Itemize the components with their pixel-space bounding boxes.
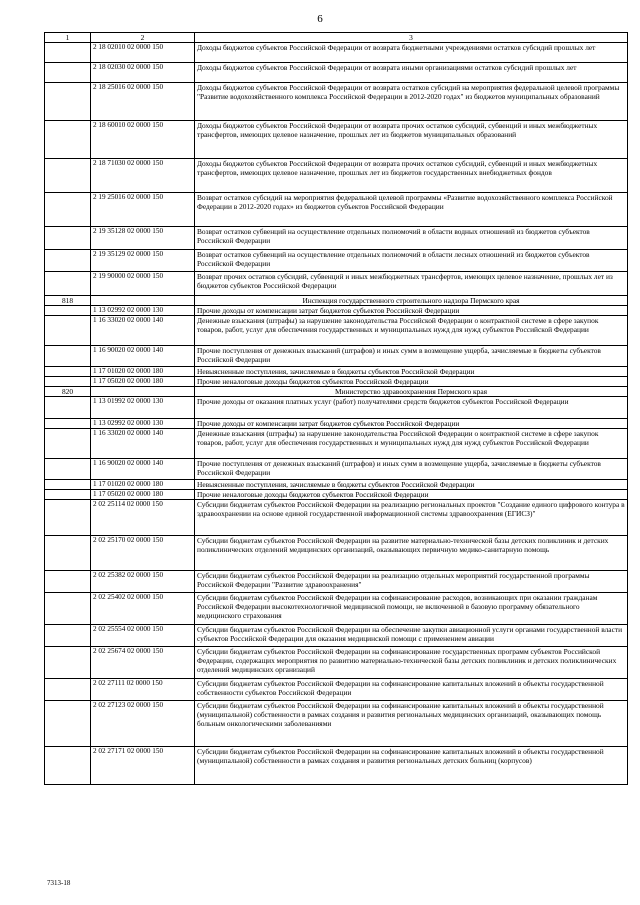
table-row (45, 429, 628, 459)
revenue-description-cell: Невыясненные поступления, зачисляемые в бюджеты субъектов Российской Федерации (195, 367, 628, 377)
table-row (45, 536, 628, 571)
revenue-codes-table-container (44, 32, 627, 785)
table-row (45, 679, 628, 701)
revenue-description-cell: Доходы бюджетов субъектов Российской Федерации от возврата прочих остатков субсидий, субвенций и иных межбюджетных трансфертов, имеющих целевое назначение, прошлых лет из бюджетов муниципальных образований (195, 121, 628, 159)
budget-code-cell: 1 16 90020 02 0000 140 (91, 346, 195, 367)
revenue-description-cell: Прочие доходы от оказания платных услуг (работ) получателями средств бюджетов субъектов Российской Федерации (195, 397, 628, 419)
budget-code-cell: 2 19 35129 02 0000 150 (91, 250, 195, 272)
admin-code-cell (45, 83, 91, 121)
revenue-description-cell: Субсидии бюджетам субъектов Российской Федерации на софинансирование капитальных вложений в объекты государственной (муниципальной) собственности в рамках создания и развития региональных детских больниц (корпусов) (195, 747, 628, 785)
budget-code-cell: 2 02 25554 02 0000 150 (91, 625, 195, 647)
budget-code-cell: 1 17 05020 02 0000 180 (91, 377, 195, 387)
admin-code-cell: 818 (45, 296, 91, 306)
budget-code-cell: 2 18 02030 02 0000 150 (91, 63, 195, 83)
table-row (45, 316, 628, 346)
budget-code-cell: 2 18 71030 02 0000 150 (91, 159, 195, 193)
table-row (45, 397, 628, 419)
admin-code-cell (45, 250, 91, 272)
table-row (45, 500, 628, 536)
admin-code-cell (45, 536, 91, 571)
admin-code-cell (45, 459, 91, 480)
revenue-description-cell: Прочие доходы от компенсации затрат бюджетов субъектов Российской Федерации (195, 306, 628, 316)
table-row (45, 193, 628, 227)
budget-code-cell: 1 17 01020 02 0000 180 (91, 367, 195, 377)
table-row (45, 83, 628, 121)
budget-code-cell (91, 296, 195, 306)
budget-code-cell: 1 16 33020 02 0000 140 (91, 316, 195, 346)
table-row (45, 367, 628, 377)
revenue-description-cell: Прочие поступления от денежных взысканий (штрафов) и иных сумм в возмещение ущерба, зачисляемые в бюджеты субъектов Российской Федерации (195, 346, 628, 367)
revenue-description-cell: Денежные взыскания (штрафы) за нарушение законодательства Российской Федерации о контрактной системе в сфере закупок товаров, работ, услуг для обеспечения государственных и муниципальных нужд для нужд субъектов Российской Федерации (195, 316, 628, 346)
admin-code-cell (45, 419, 91, 429)
table-row (45, 346, 628, 367)
admin-code-cell (45, 43, 91, 63)
table-row (45, 480, 628, 490)
table-row (45, 227, 628, 250)
admin-code-cell (45, 377, 91, 387)
budget-code-cell: 1 17 01020 02 0000 180 (91, 480, 195, 490)
revenue-description-cell: Прочие неналоговые доходы бюджетов субъектов Российской Федерации (195, 377, 628, 387)
administrator-name-cell: Инспекция государственного строительного надзора Пермского края (195, 296, 628, 306)
budget-code-cell: 2 02 25674 02 0000 150 (91, 647, 195, 679)
revenue-description-cell: Возврат остатков субвенций на осуществление отдельных полномочий в области водных отношений из бюджетов субъектов Российской Федерации (195, 227, 628, 250)
budget-code-cell: 2 02 25402 02 0000 150 (91, 593, 195, 625)
budget-code-cell: 2 02 25114 02 0000 150 (91, 500, 195, 536)
budget-code-cell: 2 02 27111 02 0000 150 (91, 679, 195, 701)
table-row (45, 121, 628, 159)
revenue-description-cell: Субсидии бюджетам субъектов Российской Федерации на развитие материально-технической базы детских поликлиник и детских поликлинических отделений медицинских организаций, оказывающих первичную медико-санитарную помощь (195, 536, 628, 571)
admin-code-cell (45, 397, 91, 419)
admin-code-cell (45, 679, 91, 701)
admin-code-cell (45, 490, 91, 500)
table-row (45, 593, 628, 625)
table-row (45, 747, 628, 785)
revenue-description-cell: Субсидии бюджетам субъектов Российской Федерации на реализацию региональных проектов "Создание единого цифрового контура в здравоохранении на основе единой государственной информационной системы здравоохранения (ЕГИСЗ)" (195, 500, 628, 536)
revenue-description-cell: Возврат остатков субвенций на осуществление отдельных полномочий в области лесных отношений из бюджетов субъектов Российской Федерации (195, 250, 628, 272)
table-row (45, 306, 628, 316)
admin-code-cell (45, 227, 91, 250)
admin-code-cell (45, 500, 91, 536)
revenue-description-cell: Возврат остатков субсидий на мероприятия федеральной целевой программы «Развитие водохозяйственного комплекса Российской Федерации в 2012-2020 годах» из бюджетов субъектов Российской Федерации (195, 193, 628, 227)
table-header-row (45, 33, 628, 43)
budget-code-cell: 1 13 02992 02 0000 130 (91, 419, 195, 429)
admin-code-cell (45, 159, 91, 193)
admin-code-cell (45, 306, 91, 316)
admin-code-cell (45, 346, 91, 367)
header-col-3: 3 (195, 33, 628, 43)
budget-code-cell: 2 18 60010 02 0000 150 (91, 121, 195, 159)
revenue-description-cell: Денежные взыскания (штрафы) за нарушение законодательства Российской Федерации о контрактной системе в сфере закупок товаров, работ, услуг для обеспечения государственных и муниципальных нужд для нужд субъектов Российской Федерации (195, 429, 628, 459)
table-row (45, 701, 628, 747)
table-row (45, 272, 628, 296)
budget-code-cell: 2 19 35128 02 0000 150 (91, 227, 195, 250)
admin-code-cell (45, 625, 91, 647)
table-row (45, 490, 628, 500)
budget-code-cell: 2 02 25170 02 0000 150 (91, 536, 195, 571)
revenue-description-cell: Субсидии бюджетам субъектов Российской Федерации на обеспечение закупки авиационной услуги органами государственной власти субъектов Российской Федерации для оказания медицинской помощи с применением авиации (195, 625, 628, 647)
table-body (45, 33, 628, 785)
table-row (45, 250, 628, 272)
revenue-description-cell: Прочие доходы от компенсации затрат бюджетов субъектов Российской Федерации (195, 419, 628, 429)
table-row (45, 296, 628, 306)
admin-code-cell: 820 (45, 387, 91, 397)
table-row (45, 377, 628, 387)
budget-code-cell: 2 02 25382 02 0000 150 (91, 571, 195, 593)
admin-code-cell (45, 367, 91, 377)
revenue-description-cell: Субсидии бюджетам субъектов Российской Федерации на софинансирование капитальных вложений в объекты государственной (муниципальной) собственности в рамках создания и развития региональных медицинских организаций, оказывающих помощь больным онкологическими заболеваниями (195, 701, 628, 747)
header-col-1: 1 (45, 33, 91, 43)
admin-code-cell (45, 593, 91, 625)
admin-code-cell (45, 63, 91, 83)
admin-code-cell (45, 121, 91, 159)
table-row (45, 625, 628, 647)
admin-code-cell (45, 193, 91, 227)
revenue-description-cell: Субсидии бюджетам субъектов Российской Федерации на софинансирование капитальных вложений в объекты государственной собственности субъектов Российской Федерации (195, 679, 628, 701)
revenue-description-cell: Невыясненные поступления, зачисляемые в бюджеты субъектов Российской Федерации (195, 480, 628, 490)
revenue-codes-table (44, 32, 628, 785)
table-row (45, 459, 628, 480)
revenue-description-cell: Субсидии бюджетам субъектов Российской Федерации на реализацию отдельных мероприятий государственной программы Российской Федерации "Развитие здравоохранения" (195, 571, 628, 593)
table-row (45, 63, 628, 83)
page-number: 6 (317, 13, 323, 25)
budget-code-cell: 1 17 05020 02 0000 180 (91, 490, 195, 500)
budget-code-cell: 1 16 33020 02 0000 140 (91, 429, 195, 459)
table-row (45, 159, 628, 193)
header-col-2: 2 (91, 33, 195, 43)
budget-code-cell: 1 13 02992 02 0000 130 (91, 306, 195, 316)
revenue-description-cell: Доходы бюджетов субъектов Российской Федерации от возврата иными организациями остатков субсидий прошлых лет (195, 63, 628, 83)
revenue-description-cell: Доходы бюджетов субъектов Российской Федерации от возврата прочих остатков субсидий, субвенций и иных межбюджетных трансфертов, имеющих целевое назначение, прошлых лет из бюджетов государственных внебюджетных фондов (195, 159, 628, 193)
budget-code-cell: 2 18 25016 02 0000 150 (91, 83, 195, 121)
admin-code-cell (45, 480, 91, 490)
budget-code-cell: 2 19 90000 02 0000 150 (91, 272, 195, 296)
admin-code-cell (45, 571, 91, 593)
table-row (45, 571, 628, 593)
table-row (45, 419, 628, 429)
admin-code-cell (45, 747, 91, 785)
revenue-description-cell: Доходы бюджетов субъектов Российской Федерации от возврата остатков субсидий на мероприятия федеральной целевой программы "Развитие водохозяйственного комплекса Российской Федерации в 2012-2020 годах" из бюджетов муниципальных образований (195, 83, 628, 121)
revenue-description-cell: Субсидии бюджетам субъектов Российской Федерации на софинансирование расходов, возникающих при оказании гражданам Российской Федерации высокотехнологичной медицинской помощи, не включенной в базовую программу обязательного медицинского страхования (195, 593, 628, 625)
footer-document-code: 7313-18 (47, 879, 71, 887)
table-row (45, 387, 628, 397)
revenue-description-cell: Доходы бюджетов субъектов Российской Федерации от возврата бюджетными учреждениями остатков субсидий прошлых лет (195, 43, 628, 63)
revenue-description-cell: Возврат прочих остатков субсидий, субвенций и иных межбюджетных трансфертов, имеющих целевое назначение, прошлых лет из бюджетов субъектов Российской Федерации (195, 272, 628, 296)
budget-code-cell: 2 18 02010 02 0000 150 (91, 43, 195, 63)
administrator-name-cell: Министерство здравоохранения Пермского края (195, 387, 628, 397)
admin-code-cell (45, 316, 91, 346)
budget-code-cell: 2 02 27123 02 0000 150 (91, 701, 195, 747)
table-row (45, 647, 628, 679)
revenue-description-cell: Прочие неналоговые доходы бюджетов субъектов Российской Федерации (195, 490, 628, 500)
budget-code-cell: 2 02 27171 02 0000 150 (91, 747, 195, 785)
admin-code-cell (45, 647, 91, 679)
revenue-description-cell: Прочие поступления от денежных взысканий (штрафов) и иных сумм в возмещение ущерба, зачисляемые в бюджеты субъектов Российской Федерации (195, 459, 628, 480)
budget-code-cell: 2 19 25016 02 0000 150 (91, 193, 195, 227)
revenue-description-cell: Субсидии бюджетам субъектов Российской Федерации на софинансирование государственных программ субъектов Российской Федерации, содержащих мероприятия по развитию материально-технической базы детских поликлиник и детских поликлинических отделений медицинских организаций (195, 647, 628, 679)
budget-code-cell: 1 16 90020 02 0000 140 (91, 459, 195, 480)
budget-code-cell: 1 13 01992 02 0000 130 (91, 397, 195, 419)
admin-code-cell (45, 272, 91, 296)
admin-code-cell (45, 429, 91, 459)
admin-code-cell (45, 701, 91, 747)
budget-code-cell (91, 387, 195, 397)
table-row (45, 43, 628, 63)
